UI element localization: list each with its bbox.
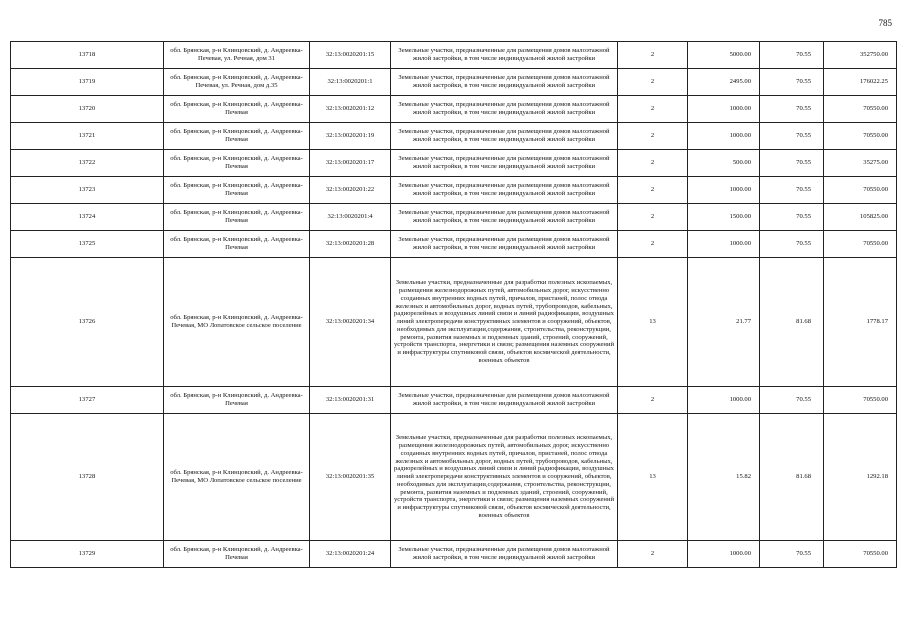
address-cell: обл. Брянская, р-н Клинцовский, д. Андреевка-Печевая xyxy=(164,231,310,258)
area-cell: 500.00 xyxy=(688,150,760,177)
rate-cell: 70.55 xyxy=(760,177,824,204)
address-cell: обл. Брянская, р-н Клинцовский, д. Андреевка-Печевая xyxy=(164,204,310,231)
land-use-cell: Земельные участки, предназначенные для размещения домов малоэтажной жилой застройки, в том числе индивидуальной жилой застройки xyxy=(391,123,618,150)
table-row xyxy=(11,414,897,541)
row-number-cell: 13723 xyxy=(11,177,164,204)
category-cell: 2 xyxy=(618,96,688,123)
table-row xyxy=(11,42,897,69)
area-cell: 1000.00 xyxy=(688,96,760,123)
table-row xyxy=(11,204,897,231)
cadastral-value-cell: 105825.00 xyxy=(824,204,897,231)
cadastral-number-cell: 32:13:0020201:1 xyxy=(310,69,391,96)
row-number-cell: 13718 xyxy=(11,42,164,69)
table-row xyxy=(11,96,897,123)
row-number-cell: 13729 xyxy=(11,541,164,568)
area-cell: 1000.00 xyxy=(688,541,760,568)
land-use-cell: Земельные участки, предназначенные для разработки полезных ископаемых, размещения железнодорожных путей, автомобильных дорог, искусственно созданных внутренних водных путей, причалов, пристаней, полос отвода железных и автомобильных дорог, водных путей, трубопроводов, кабельных, радиорелейных и воздушных линий связи и линий радиофикации, воздушных линий электропередачи конструктивных элементов и сооружений, объектов, необходимых для эксплуатации,содержания, строительства, реконструкции, ремонта, развития наземных и подземных зданий, строений, сооружений, устройств транспорта, энергетики и связи; размещения наземных сооружений и инфраструктуры спутниковой связи, объектов космической деятельности, военных объектов xyxy=(391,258,618,387)
cadastral-number-cell: 32:13:0020201:4 xyxy=(310,204,391,231)
category-cell: 2 xyxy=(618,204,688,231)
cadastral-value-cell: 1778.17 xyxy=(824,258,897,387)
table-row xyxy=(11,150,897,177)
table-row xyxy=(11,387,897,414)
cadastral-value-cell: 70550.00 xyxy=(824,541,897,568)
category-cell: 2 xyxy=(618,177,688,204)
rate-cell: 70.55 xyxy=(760,123,824,150)
land-use-cell: Земельные участки, предназначенные для размещения домов малоэтажной жилой застройки, в том числе индивидуальной жилой застройки xyxy=(391,150,618,177)
cadastral-value-cell: 35275.00 xyxy=(824,150,897,177)
category-cell: 2 xyxy=(618,231,688,258)
page-number: 785 xyxy=(878,18,892,28)
cadastral-value-cell: 70550.00 xyxy=(824,231,897,258)
rate-cell: 70.55 xyxy=(760,42,824,69)
address-cell: обл. Брянская, р-н Клинцовский, д. Андреевка-Печевая xyxy=(164,150,310,177)
category-cell: 2 xyxy=(618,150,688,177)
row-number-cell: 13721 xyxy=(11,123,164,150)
land-use-cell: Земельные участки, предназначенные для размещения домов малоэтажной жилой застройки, в том числе индивидуальной жилой застройки xyxy=(391,387,618,414)
category-cell: 2 xyxy=(618,69,688,96)
area-cell: 21.77 xyxy=(688,258,760,387)
rate-cell: 70.55 xyxy=(760,150,824,177)
table-row xyxy=(11,258,897,387)
cadastral-number-cell: 32:13:0020201:15 xyxy=(310,42,391,69)
area-cell: 2495.00 xyxy=(688,69,760,96)
rate-cell: 70.55 xyxy=(760,387,824,414)
land-use-cell: Земельные участки, предназначенные для размещения домов малоэтажной жилой застройки, в том числе индивидуальной жилой застройки xyxy=(391,231,618,258)
rate-cell: 70.55 xyxy=(760,204,824,231)
area-cell: 1000.00 xyxy=(688,123,760,150)
land-use-cell: Земельные участки, предназначенные для разработки полезных ископаемых, размещения железнодорожных путей, автомобильных дорог, искусственно созданных внутренних водных путей, причалов, пристаней, полос отвода железных и автомобильных дорог, водных путей, трубопроводов, кабельных, радиорелейных и воздушных линий связи и линий радиофикации, воздушных линий электропередачи конструктивных элементов и сооружений, объектов, необходимых для эксплуатации,содержания, строительства, реконструкции, ремонта, развития наземных и подземных зданий, строений, сооружений, устройств транспорта, энергетики и связи; размещения наземных сооружений и инфраструктуры спутниковой связи, объектов космической деятельности, военных объектов xyxy=(391,414,618,541)
area-cell: 1000.00 xyxy=(688,177,760,204)
cadastral-number-cell: 32:13:0020201:35 xyxy=(310,414,391,541)
address-cell: обл. Брянская, р-н Клинцовский, д. Андреевка-Печевая, ул. Речная, дом д.35 xyxy=(164,69,310,96)
address-cell: обл. Брянская, р-н Клинцовский, д. Андреевка-Печевая xyxy=(164,123,310,150)
row-number-cell: 13720 xyxy=(11,96,164,123)
area-cell: 1500.00 xyxy=(688,204,760,231)
category-cell: 2 xyxy=(618,42,688,69)
cadastral-value-cell: 70550.00 xyxy=(824,96,897,123)
area-cell: 1000.00 xyxy=(688,231,760,258)
cadastral-number-cell: 32:13:0020201:19 xyxy=(310,123,391,150)
land-use-cell: Земельные участки, предназначенные для размещения домов малоэтажной жилой застройки, в том числе индивидуальной жилой застройки xyxy=(391,42,618,69)
category-cell: 2 xyxy=(618,123,688,150)
category-cell: 13 xyxy=(618,414,688,541)
cadastral-value-cell: 352750.00 xyxy=(824,42,897,69)
address-cell: обл. Брянская, р-н Клинцовский, д. Андреевка-Печевая, МО Лопатовское сельское поселение xyxy=(164,258,310,387)
rate-cell: 81.68 xyxy=(760,258,824,387)
row-number-cell: 13727 xyxy=(11,387,164,414)
table-row xyxy=(11,541,897,568)
category-cell: 13 xyxy=(618,258,688,387)
row-number-cell: 13728 xyxy=(11,414,164,541)
cadastral-value-cell: 176022.25 xyxy=(824,69,897,96)
address-cell: обл. Брянская, р-н Клинцовский, д. Андреевка-Печевая xyxy=(164,387,310,414)
rate-cell: 70.55 xyxy=(760,231,824,258)
land-use-cell: Земельные участки, предназначенные для размещения домов малоэтажной жилой застройки, в том числе индивидуальной жилой застройки xyxy=(391,177,618,204)
address-cell: обл. Брянская, р-н Клинцовский, д. Андреевка-Печевая xyxy=(164,177,310,204)
area-cell: 5000.00 xyxy=(688,42,760,69)
address-cell: обл. Брянская, р-н Клинцовский, д. Андреевка-Печевая xyxy=(164,96,310,123)
area-cell: 15.82 xyxy=(688,414,760,541)
row-number-cell: 13719 xyxy=(11,69,164,96)
land-use-cell: Земельные участки, предназначенные для размещения домов малоэтажной жилой застройки, в том числе индивидуальной жилой застройки xyxy=(391,69,618,96)
cadastral-value-cell: 70550.00 xyxy=(824,387,897,414)
cadastral-value-cell: 1292.18 xyxy=(824,414,897,541)
cadastral-number-cell: 32:13:0020201:22 xyxy=(310,177,391,204)
row-number-cell: 13722 xyxy=(11,150,164,177)
cadastral-value-cell: 70550.00 xyxy=(824,123,897,150)
table-row xyxy=(11,231,897,258)
table-row xyxy=(11,123,897,150)
area-cell: 1000.00 xyxy=(688,387,760,414)
table-row xyxy=(11,69,897,96)
cadastral-number-cell: 32:13:0020201:31 xyxy=(310,387,391,414)
cadastral-number-cell: 32:13:0020201:24 xyxy=(310,541,391,568)
rate-cell: 81.68 xyxy=(760,414,824,541)
cadastral-number-cell: 32:13:0020201:17 xyxy=(310,150,391,177)
cadastral-number-cell: 32:13:0020201:34 xyxy=(310,258,391,387)
address-cell: обл. Брянская, р-н Клинцовский, д. Андреевка-Печевая xyxy=(164,541,310,568)
row-number-cell: 13725 xyxy=(11,231,164,258)
row-number-cell: 13726 xyxy=(11,258,164,387)
land-use-cell: Земельные участки, предназначенные для размещения домов малоэтажной жилой застройки, в том числе индивидуальной жилой застройки xyxy=(391,96,618,123)
cadastral-number-cell: 32:13:0020201:28 xyxy=(310,231,391,258)
category-cell: 2 xyxy=(618,541,688,568)
table-row xyxy=(11,177,897,204)
cadastral-value-table xyxy=(10,41,897,568)
cadastral-number-cell: 32:13:0020201:12 xyxy=(310,96,391,123)
cadastral-value-cell: 70550.00 xyxy=(824,177,897,204)
rate-cell: 70.55 xyxy=(760,69,824,96)
category-cell: 2 xyxy=(618,387,688,414)
address-cell: обл. Брянская, р-н Клинцовский, д. Андреевка-Печевая, ул. Речная, дом 31 xyxy=(164,42,310,69)
land-use-cell: Земельные участки, предназначенные для размещения домов малоэтажной жилой застройки, в том числе индивидуальной жилой застройки xyxy=(391,541,618,568)
rate-cell: 70.55 xyxy=(760,541,824,568)
address-cell: обл. Брянская, р-н Клинцовский, д. Андреевка-Печевая, МО Лопатовское сельское поселение xyxy=(164,414,310,541)
land-use-cell: Земельные участки, предназначенные для размещения домов малоэтажной жилой застройки, в том числе индивидуальной жилой застройки xyxy=(391,204,618,231)
row-number-cell: 13724 xyxy=(11,204,164,231)
rate-cell: 70.55 xyxy=(760,96,824,123)
